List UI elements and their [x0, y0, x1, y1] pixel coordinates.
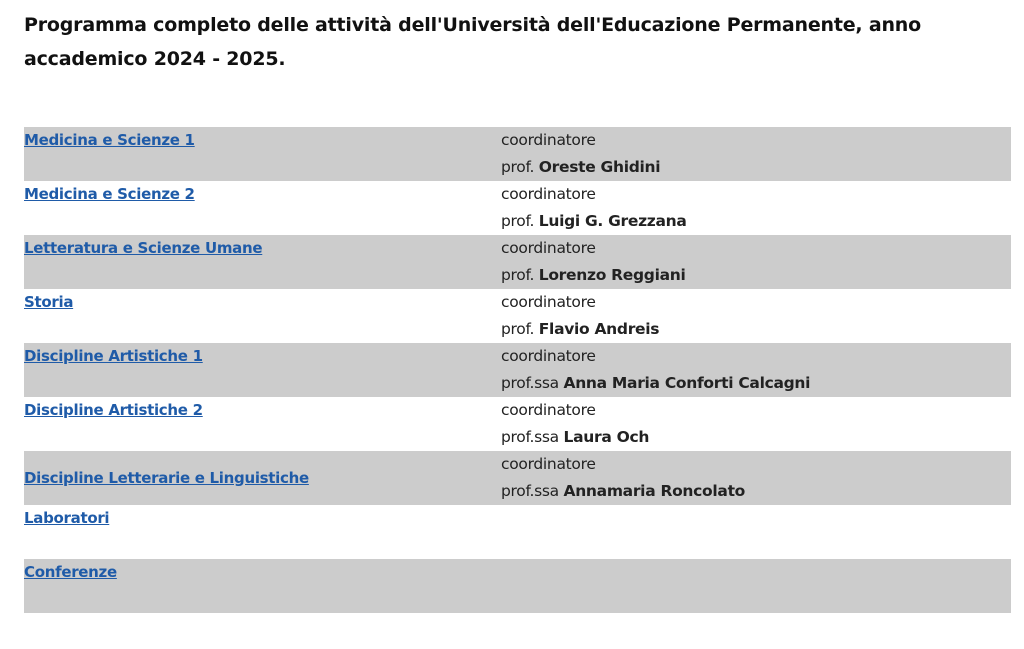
coordinator-label: coordinatore: [501, 401, 596, 419]
table-row: [24, 343, 1011, 397]
coordinator-label: coordinatore: [501, 131, 596, 149]
table-row: [24, 505, 1011, 559]
page-title: Programma completo delle attività dell'Università dell'Educazione Permanente, anno accademico 2024 - 2025.: [24, 14, 921, 70]
coordinator-name: prof.ssa Annamaria Roncolato: [501, 482, 746, 500]
course-link-discipline-letterarie-linguistiche[interactable]: Discipline Letterarie e Linguistiche: [24, 468, 309, 487]
course-link-discipline-artistiche-1[interactable]: Discipline Artistiche 1: [24, 347, 203, 365]
courses-table: [24, 127, 1011, 613]
course-link-laboratori[interactable]: Laboratori: [24, 509, 110, 527]
table-row: [24, 181, 1011, 235]
course-link-medicina-scienze-1[interactable]: Medicina e Scienze 1: [24, 131, 195, 149]
course-link-medicina-scienze-2[interactable]: Medicina e Scienze 2: [24, 185, 195, 203]
coordinator-name: prof.ssa Anna Maria Conforti Calcagni: [501, 374, 811, 392]
coordinator-name: prof.ssa Laura Och: [501, 428, 650, 446]
coordinator-name: prof. Flavio Andreis: [501, 320, 660, 338]
course-link-conferenze[interactable]: Conferenze: [24, 563, 117, 581]
course-link-storia[interactable]: Storia: [24, 293, 74, 311]
course-link-discipline-artistiche-2[interactable]: Discipline Artistiche 2: [24, 401, 203, 419]
coordinator-label: coordinatore: [501, 455, 596, 473]
coordinator-name: prof. Luigi G. Grezzana: [501, 212, 687, 230]
coordinator-name: prof. Oreste Ghidini: [501, 158, 661, 176]
course-link-letteratura-scienze-umane[interactable]: Letteratura e Scienze Umane: [24, 239, 263, 257]
coordinator-label: coordinatore: [501, 239, 596, 257]
coordinator-name: prof. Lorenzo Reggiani: [501, 266, 686, 284]
table-row: [24, 451, 1011, 505]
table-row: [24, 397, 1011, 451]
table-row: [24, 559, 1011, 613]
coordinator-label: coordinatore: [501, 347, 596, 365]
table-row: [24, 235, 1011, 289]
coordinator-label: coordinatore: [501, 293, 596, 311]
table-row: [24, 127, 1011, 181]
table-row: [24, 289, 1011, 343]
coordinator-label: coordinatore: [501, 185, 596, 203]
